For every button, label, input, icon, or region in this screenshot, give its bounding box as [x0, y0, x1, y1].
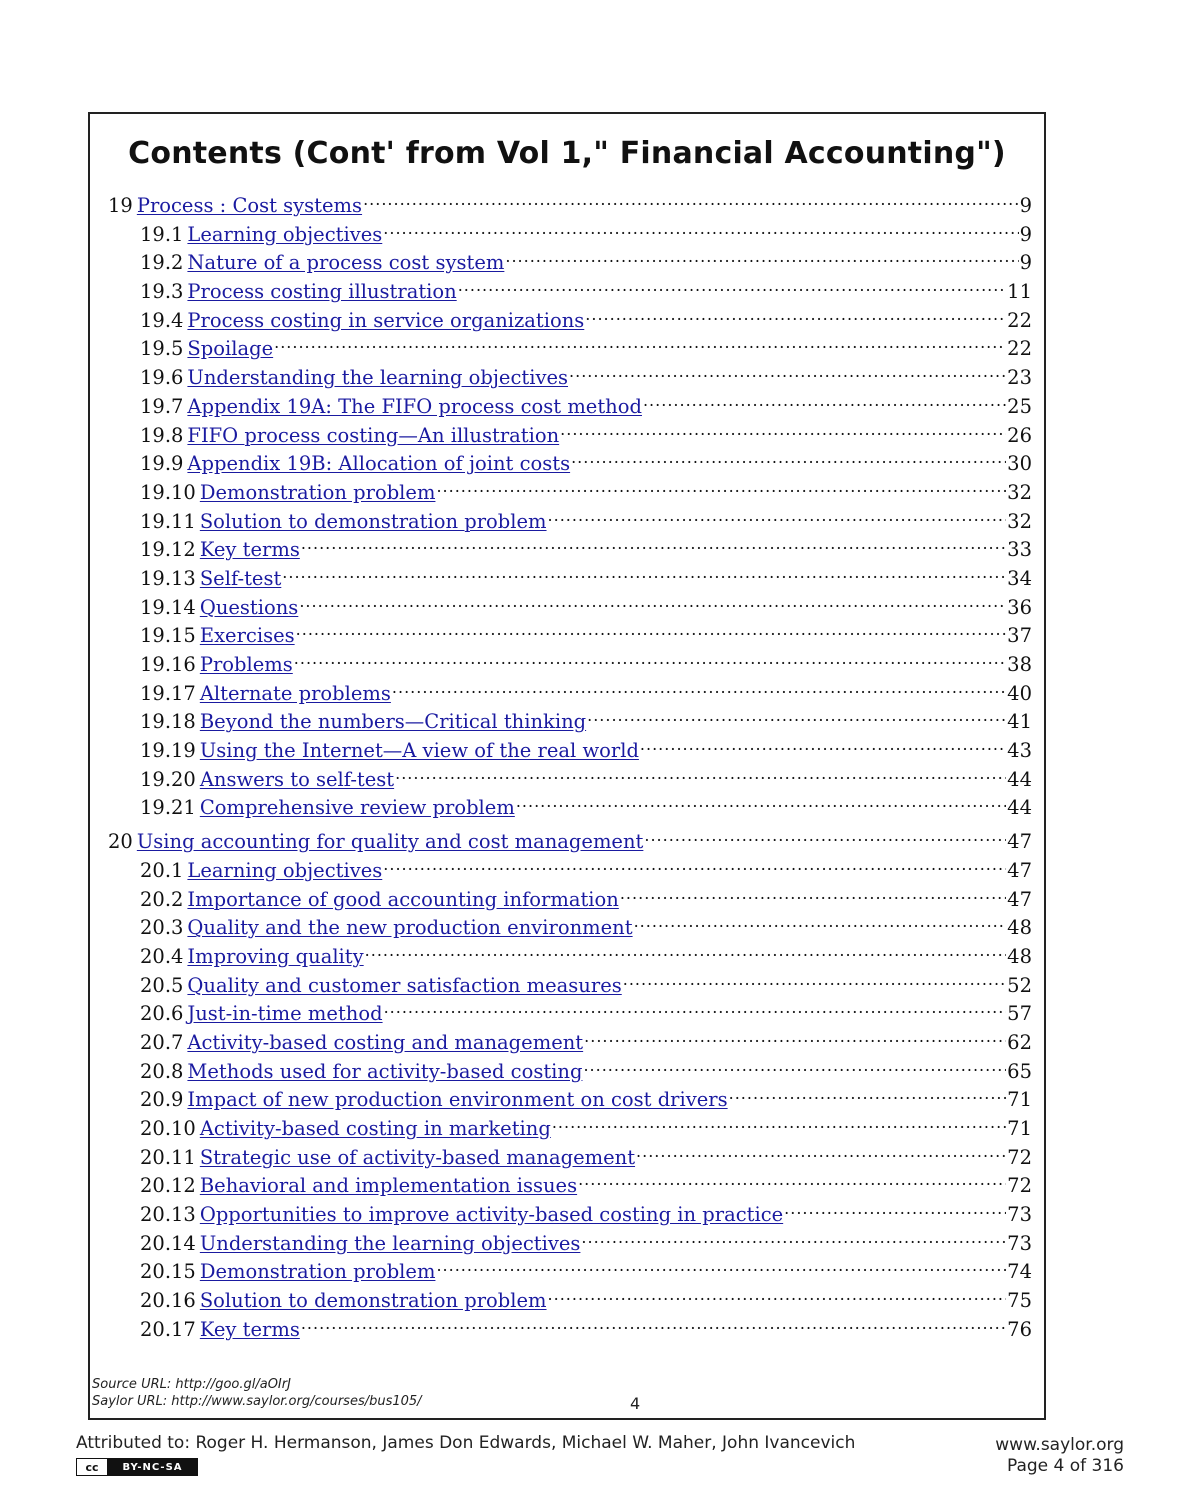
toc-entry-number: 19.8: [140, 423, 184, 447]
toc-entry-link[interactable]: Using the Internet—A view of the real world: [199, 739, 639, 763]
toc-leader-dots: [296, 614, 1007, 642]
toc-entry-page: 72: [1007, 1174, 1032, 1198]
toc-leader-dots: [458, 270, 1006, 298]
toc-leader-dots: [383, 213, 1018, 241]
toc-leader-dots: [636, 1136, 1006, 1164]
toc-entry-link[interactable]: Quality and the new production environment: [187, 916, 633, 940]
toc-leader-dots: [569, 356, 1006, 384]
toc-entry-page: 73: [1007, 1231, 1032, 1255]
toc-leader-dots: [436, 1250, 1006, 1278]
toc-entry-link[interactable]: Exercises: [199, 624, 295, 648]
toc-leader-dots: [552, 1107, 1006, 1135]
toc-entry-link[interactable]: Comprehensive review problem: [199, 796, 515, 820]
toc-entry-number: 19.3: [140, 280, 184, 304]
toc-entry-link[interactable]: Beyond the numbers—Critical thinking: [199, 710, 587, 734]
toc-entry-number: 19.10: [140, 480, 196, 504]
toc-entry-number: 19.21: [140, 796, 196, 820]
toc-entry-link[interactable]: Strategic use of activity-based management: [199, 1145, 636, 1169]
toc-leader-dots: [301, 1308, 1006, 1336]
toc-leader-dots: [395, 758, 1006, 786]
toc-entry-page: 48: [1007, 944, 1032, 968]
toc-leader-dots: [365, 935, 1007, 963]
toc-leader-dots: [578, 1164, 1006, 1192]
toc-entry-number: 20.10: [140, 1117, 196, 1140]
toc-leader-dots: [392, 672, 1006, 700]
toc-entry-link[interactable]: Understanding the learning objectives: [187, 366, 569, 390]
toc-entry-link[interactable]: Key terms: [199, 538, 300, 562]
toc-entry-number: 20.8: [140, 1059, 184, 1083]
toc-leader-dots: [643, 385, 1006, 413]
toc-entry-link[interactable]: Just-in-time method: [187, 1002, 383, 1026]
toc-entry-link[interactable]: Understanding the learning objectives: [199, 1231, 581, 1255]
toc-chapter-row: [108, 184, 1032, 217]
toc-entry-link[interactable]: Learning objectives: [187, 858, 383, 882]
toc-entry-link[interactable]: Activity-based costing and management: [187, 1030, 584, 1054]
toc-entry-link[interactable]: Nature of a process cost system: [187, 251, 505, 275]
site-link[interactable]: www.saylor.org: [995, 1435, 1124, 1455]
toc-leader-dots: [516, 786, 1006, 814]
toc-entry-link[interactable]: Demonstration problem: [199, 1260, 436, 1284]
toc-leader-dots: [274, 327, 1006, 355]
toc-entry-page: 75: [1007, 1289, 1032, 1313]
toc-entry-number: 19.15: [140, 624, 196, 648]
toc-entry-page: 32: [1007, 480, 1032, 504]
toc-leader-dots: [505, 241, 1018, 269]
toc-entry-link[interactable]: Using accounting for quality and cost management: [136, 830, 644, 854]
toc-entry-number: 20.7: [140, 1030, 184, 1054]
toc-leader-dots: [583, 1050, 1006, 1078]
page-frame: [88, 112, 1046, 1420]
page-title: Contents (Cont' from Vol 1," Financial Accounting"): [128, 136, 1006, 171]
toc-entry-link[interactable]: Demonstration problem: [199, 480, 436, 504]
toc-entry-number: 19.20: [140, 767, 196, 791]
toc-entry-link[interactable]: Behavioral and implementation issues: [199, 1174, 578, 1198]
toc-leader-dots: [620, 878, 1006, 906]
toc-leader-dots: [301, 528, 1006, 556]
toc-entry-link[interactable]: Quality and customer satisfaction measures: [187, 973, 622, 997]
toc-entry-number: 20.15: [140, 1260, 196, 1284]
toc-entry-link[interactable]: FIFO process costing—An illustration: [187, 423, 560, 447]
toc-leader-dots: [587, 700, 1006, 728]
table-of-contents: [108, 184, 1032, 1341]
toc-entry-page: 57: [1007, 1002, 1032, 1026]
toc-entry-page: 62: [1007, 1030, 1032, 1054]
license-label: BY-NC-SA: [108, 1459, 197, 1475]
toc-leader-dots: [436, 471, 1006, 499]
toc-entry-link[interactable]: Opportunities to improve activity-based costing in practice: [199, 1203, 784, 1227]
toc-leader-dots: [548, 500, 1007, 528]
toc-entry-number: 19.7: [140, 394, 184, 418]
toc-entry-link[interactable]: Appendix 19B: Allocation of joint costs: [187, 452, 571, 476]
toc-entry-number: 19.18: [140, 710, 196, 734]
toc-entry-number: 20.13: [140, 1203, 196, 1227]
toc-entry-page: 65: [1007, 1059, 1032, 1083]
toc-entry-page: 44: [1007, 767, 1032, 791]
toc-leader-dots: [729, 1078, 1007, 1106]
toc-entry-page: 73: [1007, 1203, 1032, 1227]
toc-entry-number: 20.9: [140, 1088, 184, 1112]
toc-entry-number: 20.3: [140, 916, 184, 940]
toc-leader-dots: [640, 729, 1006, 757]
toc-entry-page: 25: [1007, 394, 1032, 418]
toc-entry-page: 41: [1007, 710, 1032, 734]
source-urls: [92, 1376, 422, 1410]
toc-entry-number: 20.16: [140, 1289, 196, 1313]
toc-entry-link[interactable]: Self-test: [199, 566, 282, 590]
toc-entry-page: 32: [1007, 509, 1032, 533]
toc-leader-dots: [383, 849, 1006, 877]
toc-entry-number: 19.14: [140, 595, 196, 619]
toc-entry-page: 44: [1007, 796, 1032, 820]
toc-entry-page: 48: [1007, 916, 1032, 940]
toc-entry-number: 20.4: [140, 944, 184, 968]
attribution: Attributed to: Roger H. Hermanson, James Don Edwards, Michael W. Maher, John Ivancevich: [76, 1433, 856, 1453]
toc-entry-number: 20.1: [140, 858, 184, 882]
toc-entry-link[interactable]: Process costing in service organizations: [187, 308, 585, 332]
toc-entry-number: 20.11: [140, 1145, 196, 1169]
toc-entry-number: 19.19: [140, 739, 196, 763]
toc-entry-link[interactable]: Process : Cost systems: [136, 194, 363, 217]
toc-entry-page: 71: [1007, 1117, 1032, 1140]
toc-entry-page: 9: [1019, 222, 1032, 246]
cc-icon: cc: [77, 1459, 108, 1475]
toc-entry-number: 20.12: [140, 1174, 196, 1198]
toc-leader-dots: [623, 964, 1006, 992]
toc-leader-dots: [584, 1021, 1006, 1049]
toc-entry-link[interactable]: Questions: [199, 595, 299, 619]
toc-entry-link[interactable]: Impact of new production environment on cost drivers: [187, 1088, 728, 1112]
toc-entry-page: 26: [1007, 423, 1032, 447]
toc-leader-dots: [644, 820, 1006, 848]
toc-entry-page: 9: [1019, 194, 1032, 217]
toc-entry-number: 19.4: [140, 308, 184, 332]
toc-entry-page: 37: [1007, 624, 1032, 648]
page-number: 4: [630, 1394, 641, 1413]
toc-entry-number: 20.5: [140, 973, 184, 997]
toc-entry-number: 19.2: [140, 251, 184, 275]
toc-leader-dots: [634, 906, 1007, 934]
toc-entry-link[interactable]: Process costing illustration: [187, 280, 457, 304]
toc-entry-link[interactable]: Improving quality: [187, 944, 364, 968]
toc-entry-number: 19.6: [140, 366, 184, 390]
toc-entry-number: 19.12: [140, 538, 196, 562]
toc-entry-link[interactable]: Problems: [199, 653, 293, 676]
saylor-url: Saylor URL: http://www.saylor.org/courses/bus105/: [92, 1394, 422, 1409]
toc-entry-number: 19: [108, 194, 133, 217]
toc-entry-page: 43: [1007, 739, 1032, 763]
toc-entry-number: 20.17: [140, 1317, 196, 1341]
toc-entry-page: 38: [1007, 653, 1032, 676]
toc-chapter-row: [108, 820, 1032, 854]
toc-entry-page: 34: [1007, 566, 1032, 590]
toc-entry-page: 23: [1007, 366, 1032, 390]
toc-entry-number: 19.5: [140, 337, 184, 361]
toc-entry-page: 40: [1007, 681, 1032, 705]
toc-leader-dots: [784, 1193, 1006, 1221]
toc-leader-dots: [384, 992, 1007, 1020]
toc-entry-link[interactable]: Answers to self-test: [199, 767, 395, 791]
toc-leader-dots: [282, 557, 1006, 585]
toc-entry-page: 33: [1007, 538, 1032, 562]
toc-entry-page: 9: [1019, 251, 1032, 275]
toc-entry-number: 19.1: [140, 222, 184, 246]
toc-entry-page: 30: [1007, 452, 1032, 476]
toc-leader-dots: [294, 643, 1006, 671]
toc-leader-dots: [363, 184, 1019, 212]
toc-entry-page: 47: [1007, 887, 1032, 911]
toc-entry-number: 20.6: [140, 1002, 184, 1026]
toc-entry-link[interactable]: Appendix 19A: The FIFO process cost method: [187, 394, 642, 418]
cc-license-badge[interactable]: [76, 1458, 198, 1476]
toc-leader-dots: [560, 414, 1006, 442]
toc-entry-page: 76: [1007, 1317, 1032, 1341]
toc-entry-link[interactable]: Learning objectives: [187, 222, 383, 246]
toc-entry-link[interactable]: Alternate problems: [199, 681, 391, 705]
toc-entry-number: 20.14: [140, 1231, 196, 1255]
toc-entry-number: 19.9: [140, 452, 184, 476]
toc-entry-page: 47: [1007, 858, 1032, 882]
source-url: Source URL: http://goo.gl/aOIrJ: [92, 1377, 291, 1392]
toc-entry-page: 11: [1007, 280, 1032, 304]
toc-leader-dots: [299, 586, 1006, 614]
toc-entry-page: 72: [1007, 1145, 1032, 1169]
toc-leader-dots: [571, 442, 1006, 470]
toc-entry-page: 36: [1007, 595, 1032, 619]
toc-entry-link[interactable]: Importance of good accounting information: [187, 887, 619, 911]
footer-right: [995, 1435, 1124, 1477]
toc-entry-page: 22: [1007, 308, 1032, 332]
toc-entry-page: 52: [1007, 973, 1032, 997]
toc-entry-page: 47: [1007, 830, 1032, 854]
toc-entry-number: 19.11: [140, 509, 196, 533]
toc-leader-dots: [585, 299, 1006, 327]
toc-entry-number: 19.17: [140, 681, 196, 705]
toc-entry-page: 74: [1007, 1260, 1032, 1284]
toc-entry-link[interactable]: Solution to demonstration problem: [199, 1289, 547, 1313]
toc-entry-link[interactable]: Key terms: [199, 1317, 300, 1341]
toc-leader-dots: [548, 1279, 1007, 1307]
toc-entry-link[interactable]: Solution to demonstration problem: [199, 509, 547, 533]
toc-leader-dots: [581, 1222, 1006, 1250]
page-of: Page 4 of 316: [1006, 1456, 1124, 1476]
toc-entry-link[interactable]: Methods used for activity-based costing: [187, 1059, 583, 1083]
toc-entry-link[interactable]: Activity-based costing in marketing: [199, 1117, 551, 1140]
toc-entry-number: 19.13: [140, 566, 196, 590]
toc-entry-number: 20: [108, 830, 133, 854]
toc-entry-link[interactable]: Spoilage: [187, 337, 274, 361]
toc-entry-number: 20.2: [140, 887, 184, 911]
toc-entry-page: 71: [1007, 1088, 1032, 1112]
toc-entry-number: 19.16: [140, 653, 196, 676]
toc-entry-page: 22: [1007, 337, 1032, 361]
